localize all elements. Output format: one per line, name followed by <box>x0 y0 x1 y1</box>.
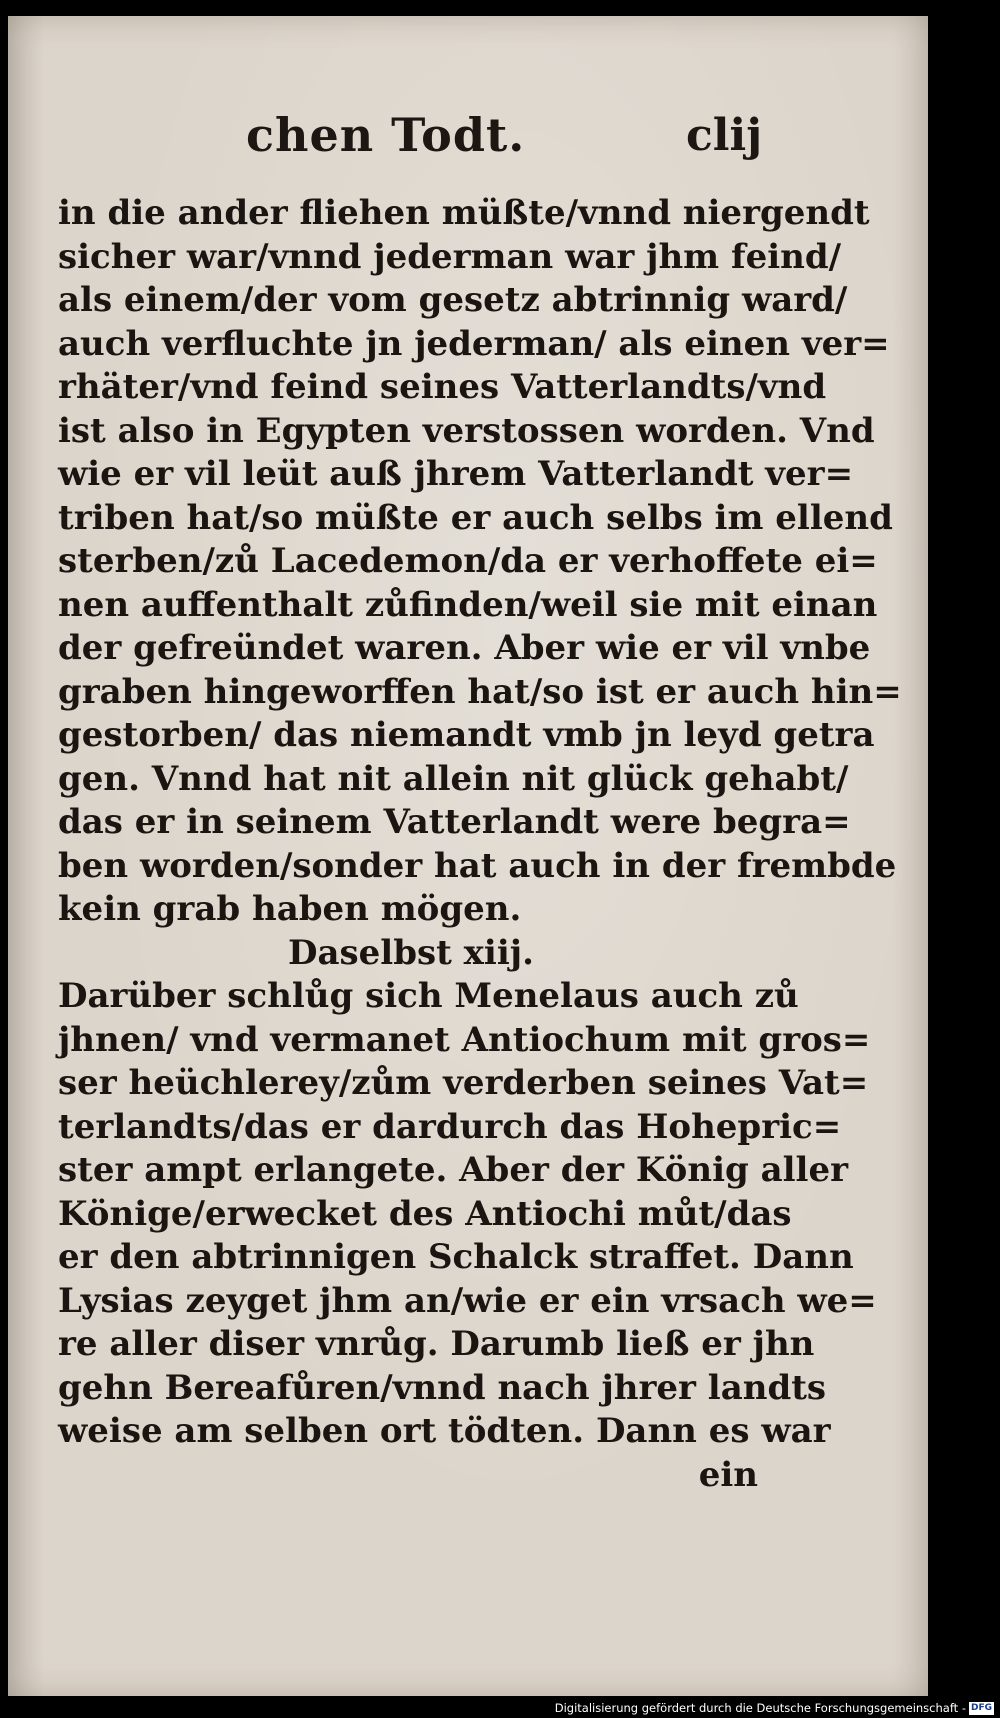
catchword: ein <box>698 1454 758 1495</box>
dfg-logo: DFG <box>970 1703 992 1713</box>
text-line: jhnen/ vnd vermanet Antiochum mit gros= <box>58 1019 871 1060</box>
text-line: gehn Bereafůren/vnnd nach jhrer landts <box>58 1367 827 1408</box>
body-text <box>58 192 902 1497</box>
text-line: Lysias zeyget jhm an/wie er ein vrsach we= <box>58 1280 877 1321</box>
text-line: terlandts/das er dardurch das Hohepric= <box>58 1106 842 1147</box>
footer-bar <box>0 1699 1000 1718</box>
text-line: Könige/erwecket des Antiochi můt/das <box>58 1193 792 1234</box>
text-line: gestorben/ das niemandt vmb jn leyd getra <box>58 715 875 755</box>
text-line: gen. Vnnd hat nit allein nit glück gehabt/ <box>58 758 849 799</box>
text-line: als einem/der vom gesetz abtrinnig ward/ <box>58 280 848 320</box>
text-line: das er in seinem Vatterlandt were begra= <box>58 802 851 842</box>
running-head <box>8 108 928 168</box>
text-line: triben hat/so müßte er auch selbs im ellend <box>58 497 893 538</box>
text-line: auch verfluchte jn jederman/ als einen ver= <box>58 323 890 364</box>
funding-notice: Digitalisierung gefördert durch die Deutsche Forschungsgemeinschaft - <box>554 1701 966 1715</box>
text-line: ser heüchlerey/zům verderben seines Vat= <box>58 1063 869 1103</box>
text-line: re aller diser vnrůg. Darumb ließ er jhn <box>58 1324 815 1364</box>
running-title: chen Todt. <box>246 108 526 162</box>
text-line: in die ander fliehen müßte/vnnd niergendt <box>58 193 870 233</box>
text-line: sterben/zů Lacedemon/da er verhoffete ei= <box>58 541 878 581</box>
text-line: Darüber schlůg sich Menelaus auch zů <box>58 976 799 1016</box>
text-line: ist also in Egypten verstossen worden. Vnd <box>58 410 875 451</box>
text-line: wie er vil leüt auß jhrem Vatterlandt ver= <box>58 454 854 494</box>
text-line: er den abtrinnigen Schalck straffet. Dann <box>58 1237 854 1277</box>
text-line: ster ampt erlangete. Aber der König aller <box>58 1150 849 1190</box>
text-line: weise am selben ort tödten. Dann es war <box>58 1411 831 1451</box>
folio-number: clij <box>686 110 763 161</box>
text-line: rhäter/vnd feind seines Vatterlandts/vnd <box>58 367 827 407</box>
text-line: kein grab haben mögen. <box>58 889 522 929</box>
text-line: sicher war/vnnd jederman war jhm feind/ <box>58 236 842 277</box>
section-heading: Daselbst xiij. <box>288 932 534 973</box>
text-line: ben worden/sonder hat auch in der frembde <box>58 845 897 886</box>
text-line: nen auffenthalt zůfinden/weil sie mit einan <box>58 584 878 625</box>
book-page <box>8 16 928 1696</box>
text-line: der gefreündet waren. Aber wie er vil vnbe <box>58 628 871 668</box>
text-line: graben hingeworffen hat/so ist er auch hin= <box>58 671 902 712</box>
